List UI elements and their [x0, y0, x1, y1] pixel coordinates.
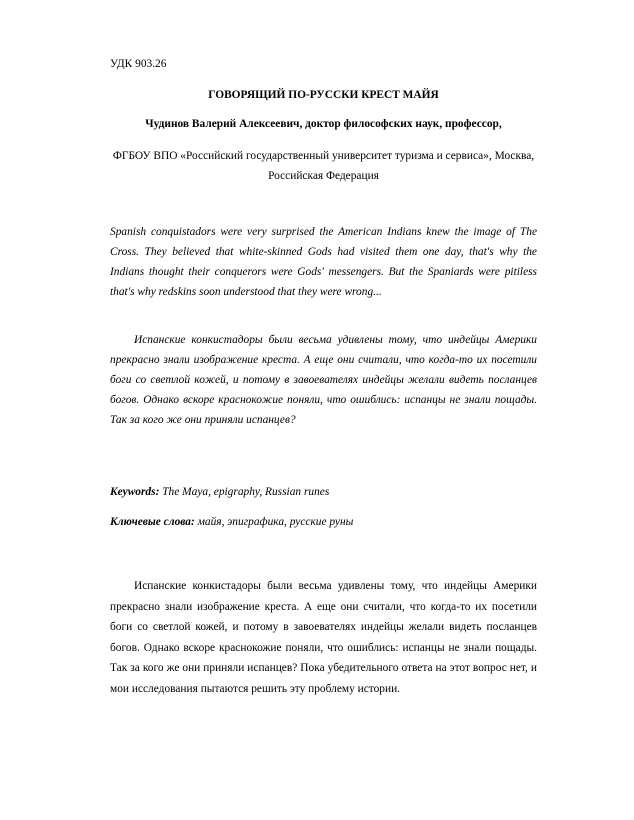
abstract-english: Spanish conquistadors were very surprised the American Indians knew the image of The Cross. They believed that white-skinned Gods had visited them one day, that's why the Indians thought their conquerors were Gods' messengers. But the Spaniards were pitiless that's why redskins soon understood that they were wrong...: [110, 226, 537, 298]
affiliation-line-1: ФГБОУ ВПО «Российский государственный университет туризма и сервиса», Москва,: [112, 150, 535, 162]
author-line: Чудинов Валерий Алексеевич, доктор философских наук, профессор,: [145, 118, 502, 130]
keywords-english: [110, 484, 537, 500]
udk-code: УДК 903.26: [110, 58, 167, 70]
keywords-label: Keywords:: [110, 486, 160, 498]
affiliation: [110, 146, 537, 186]
abstract-russian: Испанские конкистадоры были весьма удивлены тому, что индейцы Америки прекрасно знали изображение креста. А еще они считали, что когда-то их посетили боги со светлой кожей, и потому в завоевателях индейцы желали видеть посланцев богов. Однако вскоре краснокожие поняли, что ошиблись: испанцы не знали пощады. Так за кого же они приняли испанцев?: [110, 334, 537, 426]
article-title: ГОВОРЯЩИЙ ПО-РУССКИ КРЕСТ МАЙЯ: [208, 89, 439, 101]
keywords-value: The Maya, epigraphy, Russian runes: [159, 486, 330, 498]
affiliation-line-2: Российская Федерация: [268, 170, 379, 182]
keywords-ru-value: майя, эпиграфика, русские руны: [194, 516, 354, 528]
keywords-ru-label: Ключевые слова:: [110, 516, 195, 528]
body-paragraph: Испанские конкистадоры были весьма удивлены тому, что индейцы Америки прекрасно знали изображение креста. А еще они считали, что когда-то их посетили боги со светлой кожей, и потому в завоевателях индейцы желали видеть посланцев богов. Однако вскоре краснокожие поняли, что ошиблись: испанцы не знали пощады. Так за кого же они приняли испанцев? Пока убедительного ответа на этот вопрос нет, и мои исследования пытаются решить эту проблему истории.: [110, 580, 537, 695]
keywords-russian: [110, 514, 537, 530]
